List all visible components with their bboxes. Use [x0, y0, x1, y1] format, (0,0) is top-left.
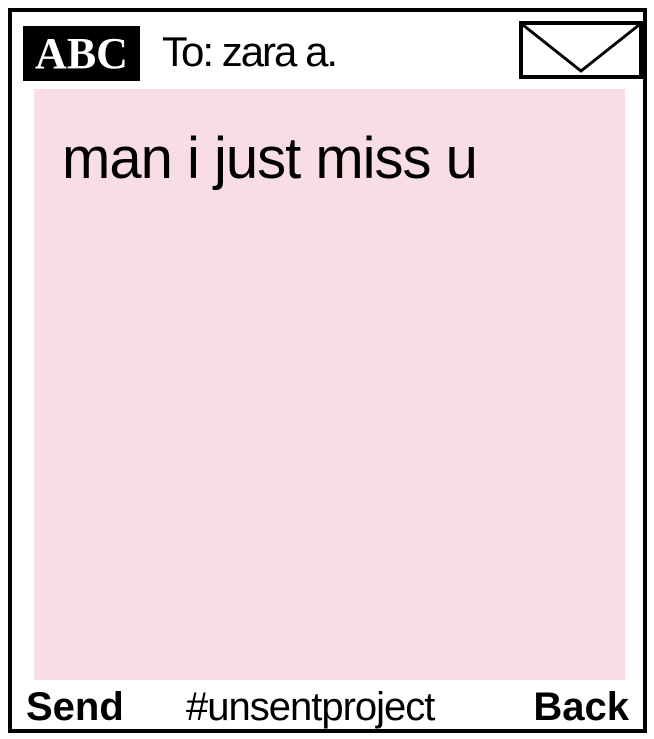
- send-button[interactable]: Send: [26, 685, 124, 729]
- phone-screen-frame: [8, 8, 647, 733]
- input-mode-badge: ABC: [23, 26, 140, 81]
- envelope-icon: [519, 21, 643, 79]
- back-button[interactable]: Back: [533, 685, 629, 729]
- message-compose-area[interactable]: [34, 89, 625, 680]
- hashtag-label: #unsentproject: [186, 685, 435, 729]
- recipient-label: To: zara a.: [162, 28, 337, 75]
- message-text: man i just miss u: [62, 126, 477, 191]
